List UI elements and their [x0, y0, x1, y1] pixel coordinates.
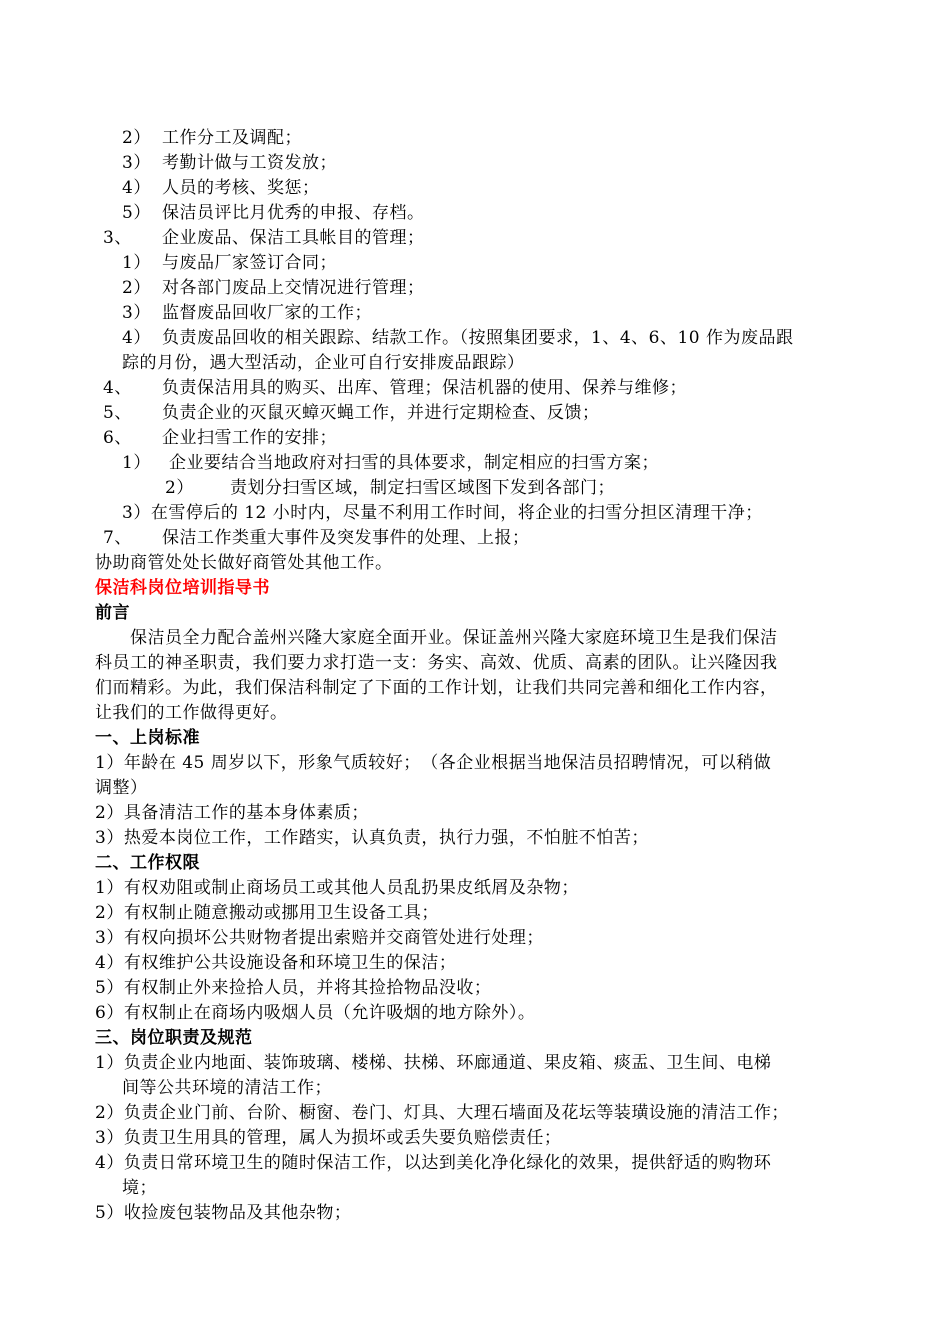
list-item: 2）具备清洁工作的基本身体素质； [95, 803, 369, 823]
item-number: 4） [122, 178, 151, 198]
list-item [122, 326, 793, 350]
list-item: 1）年龄在 45 周岁以下，形象气质较好； （各企业根据当地保洁员招聘情况，可以稍做 [95, 753, 772, 773]
list-item [122, 276, 425, 300]
item-number: 5、 [103, 403, 132, 423]
item-text: 负责废品回收的相关跟踪、结款工作。（按照集团要求，1、4、6、10 作为废品跟 [162, 328, 794, 348]
item-number: 2） [122, 278, 151, 298]
item-number: 3） [122, 153, 151, 173]
item-text: 保洁工作类重大事件及突发事件的处理、上报； [162, 528, 530, 548]
list-item: 3）负责卫生用具的管理，属人为损坏或丢失要负赔偿责任； [95, 1128, 562, 1148]
paragraph-line: 保洁员全力配合盖州兴隆大家庭全面开业。保证盖州兴隆大家庭环境卫生是我们保洁 [130, 628, 778, 648]
list-item: 2）有权制止随意搬动或挪用卫生设备工具； [95, 903, 439, 923]
item-number: 2） [122, 128, 151, 148]
list-item [103, 426, 337, 450]
item-text: 责划分扫雪区域，制定扫雪区域图下发到各部门； [230, 478, 615, 498]
item-number: 4） [122, 328, 151, 348]
item-text: 负责保洁用具的购买、出库、管理；保洁机器的使用、保养与维修； [162, 378, 687, 398]
item-text: 对各部门废品上交情况进行管理； [162, 278, 425, 298]
item-number: 1） [122, 253, 151, 273]
list-item-continuation: 踪的月份，遇大型活动，企业可自行安排废品跟踪） [122, 353, 525, 373]
item-text: 考勤计做与工资发放； [162, 153, 337, 173]
section-heading-preface: 前言 [95, 603, 130, 623]
item-number: 6、 [103, 428, 132, 448]
list-item [103, 526, 530, 550]
paragraph-line: 让我们的工作做得更好。 [95, 703, 288, 723]
item-text: 企业扫雪工作的安排； [162, 428, 337, 448]
item-text: 与废品厂家签订合同； [162, 253, 337, 273]
list-item [122, 451, 659, 475]
item-text: 负责企业的灭鼠灭蟑灭蝇工作，并进行定期检查、反馈； [162, 403, 600, 423]
item-number: 5） [122, 203, 151, 223]
list-item: 4）有权维护公共设施设备和环境卫生的保洁； [95, 953, 457, 973]
list-item: 3）有权向损坏公共财物者提出索赔并交商管处进行处理； [95, 928, 544, 948]
item-number: 3） [122, 303, 151, 323]
list-item: 4）负责日常环境卫生的随时保洁工作，以达到美化净化绿化的效果，提供舒适的购物环 [95, 1153, 772, 1173]
item-text: 人员的考核、奖惩； [162, 178, 320, 198]
item-number: 1） [122, 453, 151, 473]
item-text: 企业废品、保洁工具帐目的管理； [162, 228, 425, 248]
paragraph-line: 科员工的神圣职责，我们要力求打造一支：务实、高效、优质、高素的团队。让兴隆因我 [95, 653, 778, 673]
list-item-continuation: 境； [122, 1178, 157, 1198]
list-item [103, 376, 687, 400]
list-item: 5）有权制止外来捡拾人员，并将其捡拾物品没收； [95, 978, 492, 998]
item-text: 保洁员评比月优秀的申报、存档。 [162, 203, 425, 223]
item-text: 监督废品回收厂家的工作； [162, 303, 372, 323]
list-item [165, 476, 615, 500]
item-number: 2） [165, 478, 194, 498]
list-item [122, 151, 337, 175]
list-item: 1）负责企业内地面、装饰玻璃、楼梯、扶梯、环廊通道、果皮箱、痰盂、卫生间、电梯 [95, 1053, 772, 1073]
list-item: 2）负责企业门前、台阶、橱窗、卷门、灯具、大理石墙面及花坛等装璜设施的清洁工作； [95, 1103, 789, 1123]
paragraph-line: 们而精彩。为此，我们保洁科制定了下面的工作计划，让我们共同完善和细化工作内容， [95, 678, 778, 698]
list-item: 5）收捡废包装物品及其他杂物； [95, 1203, 352, 1223]
item-number: 4、 [103, 378, 132, 398]
section-heading: 三、岗位职责及规范 [95, 1028, 253, 1048]
list-item [103, 226, 425, 250]
section-heading: 一、上岗标准 [95, 728, 200, 748]
list-item: 1）有权劝阻或制止商场员工或其他人员乱扔果皮纸屑及杂物； [95, 878, 579, 898]
item-text: 企业要结合当地政府对扫雪的具体要求，制定相应的扫雪方案； [169, 453, 659, 473]
list-item-continuation: 间等公共环境的清洁工作； [122, 1078, 332, 1098]
section-heading: 二、工作权限 [95, 853, 200, 873]
list-item: 3）热爱本岗位工作，工作踏实，认真负责，执行力强，不怕脏不怕苦； [95, 828, 649, 848]
list-item: 6）有权制止在商场内吸烟人员（允许吸烟的地方除外）。 [95, 1003, 536, 1023]
list-item [122, 201, 425, 225]
list-item: 3）在雪停后的 12 小时内，尽量不利用工作时间，将企业的扫雪分担区清理干净； [122, 503, 763, 523]
item-number: 7、 [103, 528, 132, 548]
list-item: 协助商管处处长做好商管处其他工作。 [95, 553, 393, 573]
document-title: 保洁科岗位培训指导书 [95, 578, 270, 598]
list-item [103, 401, 600, 425]
list-item [122, 126, 302, 150]
list-item-continuation: 调整） [95, 778, 148, 798]
list-item [122, 251, 337, 275]
list-item [122, 176, 320, 200]
item-text: 工作分工及调配； [162, 128, 302, 148]
list-item [122, 301, 372, 325]
item-number: 3、 [103, 228, 132, 248]
